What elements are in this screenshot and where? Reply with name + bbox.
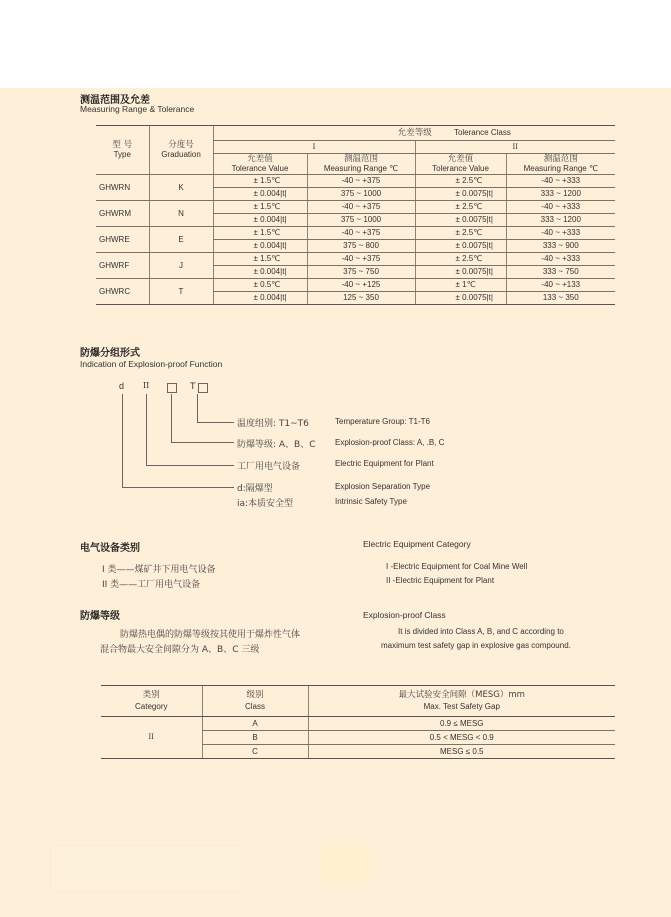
model-cell: GHWRM <box>96 201 149 227</box>
category-value: II <box>101 717 202 759</box>
range-cell: -40 ~ +333 <box>506 175 615 188</box>
tolerance-cell: ± 0.0075|t| <box>415 292 506 305</box>
class-cell: B <box>202 731 308 745</box>
table-row <box>96 201 615 214</box>
range-cell: 333 ~ 1200 <box>506 188 615 201</box>
header-class: 级别 Class <box>202 686 308 717</box>
model-cell: GHWRE <box>96 227 149 253</box>
graduation-cell: K <box>149 175 213 201</box>
legend-item-cn: 防爆等级: A、B、C <box>237 440 316 450</box>
tolerance-cell: ± 1℃ <box>415 279 506 292</box>
connector-line <box>146 394 147 466</box>
header-mesg: 最大试验安全间隙（MESG）mm Max. Test Safety Gap <box>308 686 615 717</box>
tolerance-cell: ± 1.5℃ <box>213 201 307 214</box>
paragraph-cn: 防爆热电偶的防爆等级按其使用于爆炸性气体 <box>120 630 301 640</box>
tolerance-cell: ± 1.5℃ <box>213 175 307 188</box>
code-ii: II <box>143 381 150 390</box>
tolerance-cell: ± 0.004|t| <box>213 292 307 305</box>
legend-item-en: Temperature Group: T1-T6 <box>335 417 431 426</box>
table-row <box>96 279 615 292</box>
range-cell: -40 ~ +125 <box>307 279 415 292</box>
legend-item-cn: 工厂用电气设备 <box>237 462 301 472</box>
header-measuring-range-2: 测温范围 Measuring Range ℃ <box>506 154 615 175</box>
table-row <box>96 227 615 240</box>
range-cell: 375 ~ 750 <box>307 266 415 279</box>
table-row <box>96 253 615 266</box>
tolerance-cell: ± 0.0075|t| <box>415 266 506 279</box>
legend-item-en: Explosion-proof Class: A, .B, C <box>335 438 445 447</box>
connector-line <box>122 487 234 488</box>
range-cell: -40 ~ +333 <box>506 201 615 214</box>
model-cell: GHWRF <box>96 253 149 279</box>
legend-item-cn: d:隔爆型 <box>237 484 273 494</box>
tolerance-cell: ± 0.0075|t| <box>415 188 506 201</box>
header-class-1: I <box>213 141 415 154</box>
section-title-en: Measuring Range & Tolerance <box>80 104 195 114</box>
range-cell: 125 ~ 350 <box>307 292 415 305</box>
category-item-en: I -Electric Equipment for Coal Mine Well <box>386 562 528 571</box>
connector-line <box>122 394 123 488</box>
model-cell: GHWRN <box>96 175 149 201</box>
header-graduation: 分度号 Graduation <box>149 126 213 175</box>
tolerance-cell: ± 2.5℃ <box>415 201 506 214</box>
paragraph-en: maximum test safety gap in explosive gas compound. <box>381 641 571 650</box>
connector-line <box>197 394 198 423</box>
category-item-cn: II 类——工厂用电气设备 <box>102 580 201 590</box>
range-cell: 333 ~ 1200 <box>506 214 615 227</box>
graduation-cell: J <box>149 253 213 279</box>
section-title-en: Explosion-proof Class <box>363 610 446 620</box>
paragraph-cn: 混合物最大安全间隙分为 A、B、C 三级 <box>100 645 260 655</box>
range-cell: 333 ~ 750 <box>506 266 615 279</box>
mesg-table <box>101 685 615 759</box>
faint-footer-block <box>320 845 370 885</box>
placeholder-box-temp <box>198 383 208 393</box>
tolerance-cell: ± 2.5℃ <box>415 227 506 240</box>
header-class-2: II <box>415 141 615 154</box>
code-t: T <box>190 381 196 391</box>
tolerance-cell: ± 0.004|t| <box>213 188 307 201</box>
tolerance-cell: ± 0.004|t| <box>213 266 307 279</box>
range-cell: -40 ~ +333 <box>506 227 615 240</box>
connector-line <box>171 394 172 443</box>
tolerance-cell: ± 2.5℃ <box>415 175 506 188</box>
category-item-en: II -Electric Equipment for Plant <box>386 576 495 585</box>
range-cell: 375 ~ 1000 <box>307 214 415 227</box>
range-cell: 375 ~ 800 <box>307 240 415 253</box>
header-tolerance-class: 允差等级 Tolerance Class <box>213 126 615 141</box>
code-d: d <box>119 381 125 391</box>
header-tolerance-value-1: 允差值 Tolerance Value <box>213 154 307 175</box>
tolerance-cell: ± 0.004|t| <box>213 214 307 227</box>
gap-cell: MESG ≤ 0.5 <box>308 745 615 759</box>
range-cell: -40 ~ +133 <box>506 279 615 292</box>
range-cell: -40 ~ +375 <box>307 253 415 266</box>
section-title-en: Electric Equipment Category <box>363 539 471 549</box>
tolerance-cell: ± 0.0075|t| <box>415 240 506 253</box>
legend-item-en: Electric Equipment for Plant <box>335 459 434 468</box>
measuring-range-table <box>96 125 615 305</box>
paragraph-en: It is divided into Class A, B, and C according to <box>398 627 564 636</box>
graduation-cell: T <box>149 279 213 305</box>
class-cell: A <box>202 717 308 731</box>
tolerance-cell: ± 0.5℃ <box>213 279 307 292</box>
class-cell: C <box>202 745 308 759</box>
section-title-cn: 测温范围及允差 <box>80 95 150 106</box>
header-category: 类别 Category <box>101 686 202 717</box>
section-title-cn: 防爆分组形式 <box>80 348 140 359</box>
tolerance-cell: ± 1.5℃ <box>213 253 307 266</box>
range-cell: 375 ~ 1000 <box>307 188 415 201</box>
legend-item-cn: 温度组别: T1~T6 <box>237 419 309 429</box>
section-title-cn: 电气设备类别 <box>80 543 140 554</box>
tolerance-cell: ± 1.5℃ <box>213 227 307 240</box>
tolerance-cell: ± 0.0075|t| <box>415 214 506 227</box>
header-type: 型 号 Type <box>96 126 149 175</box>
range-cell: -40 ~ +375 <box>307 227 415 240</box>
connector-line <box>146 465 234 466</box>
range-cell: -40 ~ +333 <box>506 253 615 266</box>
header-tolerance-value-2: 允差值 Tolerance Value <box>415 154 506 175</box>
faint-footer-block <box>50 845 242 892</box>
tolerance-cell: ± 2.5℃ <box>415 253 506 266</box>
range-cell: 133 ~ 350 <box>506 292 615 305</box>
legend-item-cn: ia:本质安全型 <box>237 499 294 509</box>
connector-line <box>171 442 234 443</box>
placeholder-box-class <box>167 383 177 393</box>
category-item-cn: I 类——煤矿井下用电气设备 <box>102 565 216 575</box>
table-row <box>96 175 615 188</box>
graduation-cell: N <box>149 201 213 227</box>
range-cell: -40 ~ +375 <box>307 175 415 188</box>
gap-cell: 0.5 < MESG < 0.9 <box>308 731 615 745</box>
model-cell: GHWRC <box>96 279 149 305</box>
range-cell: 333 ~ 900 <box>506 240 615 253</box>
section-title-en: Indication of Explosion-proof Function <box>80 359 223 369</box>
range-cell: -40 ~ +375 <box>307 201 415 214</box>
legend-item-en: Intrinsic Safety Type <box>335 497 407 506</box>
gap-cell: 0.9 ≤ MESG <box>308 717 615 731</box>
section-title-cn: 防爆等级 <box>80 611 120 622</box>
tolerance-cell: ± 0.004|t| <box>213 240 307 253</box>
connector-line <box>197 422 234 423</box>
legend-item-en: Explosion Separation Type <box>335 482 431 491</box>
header-measuring-range-1: 测温范围 Measuring Range ℃ <box>307 154 415 175</box>
graduation-cell: E <box>149 227 213 253</box>
